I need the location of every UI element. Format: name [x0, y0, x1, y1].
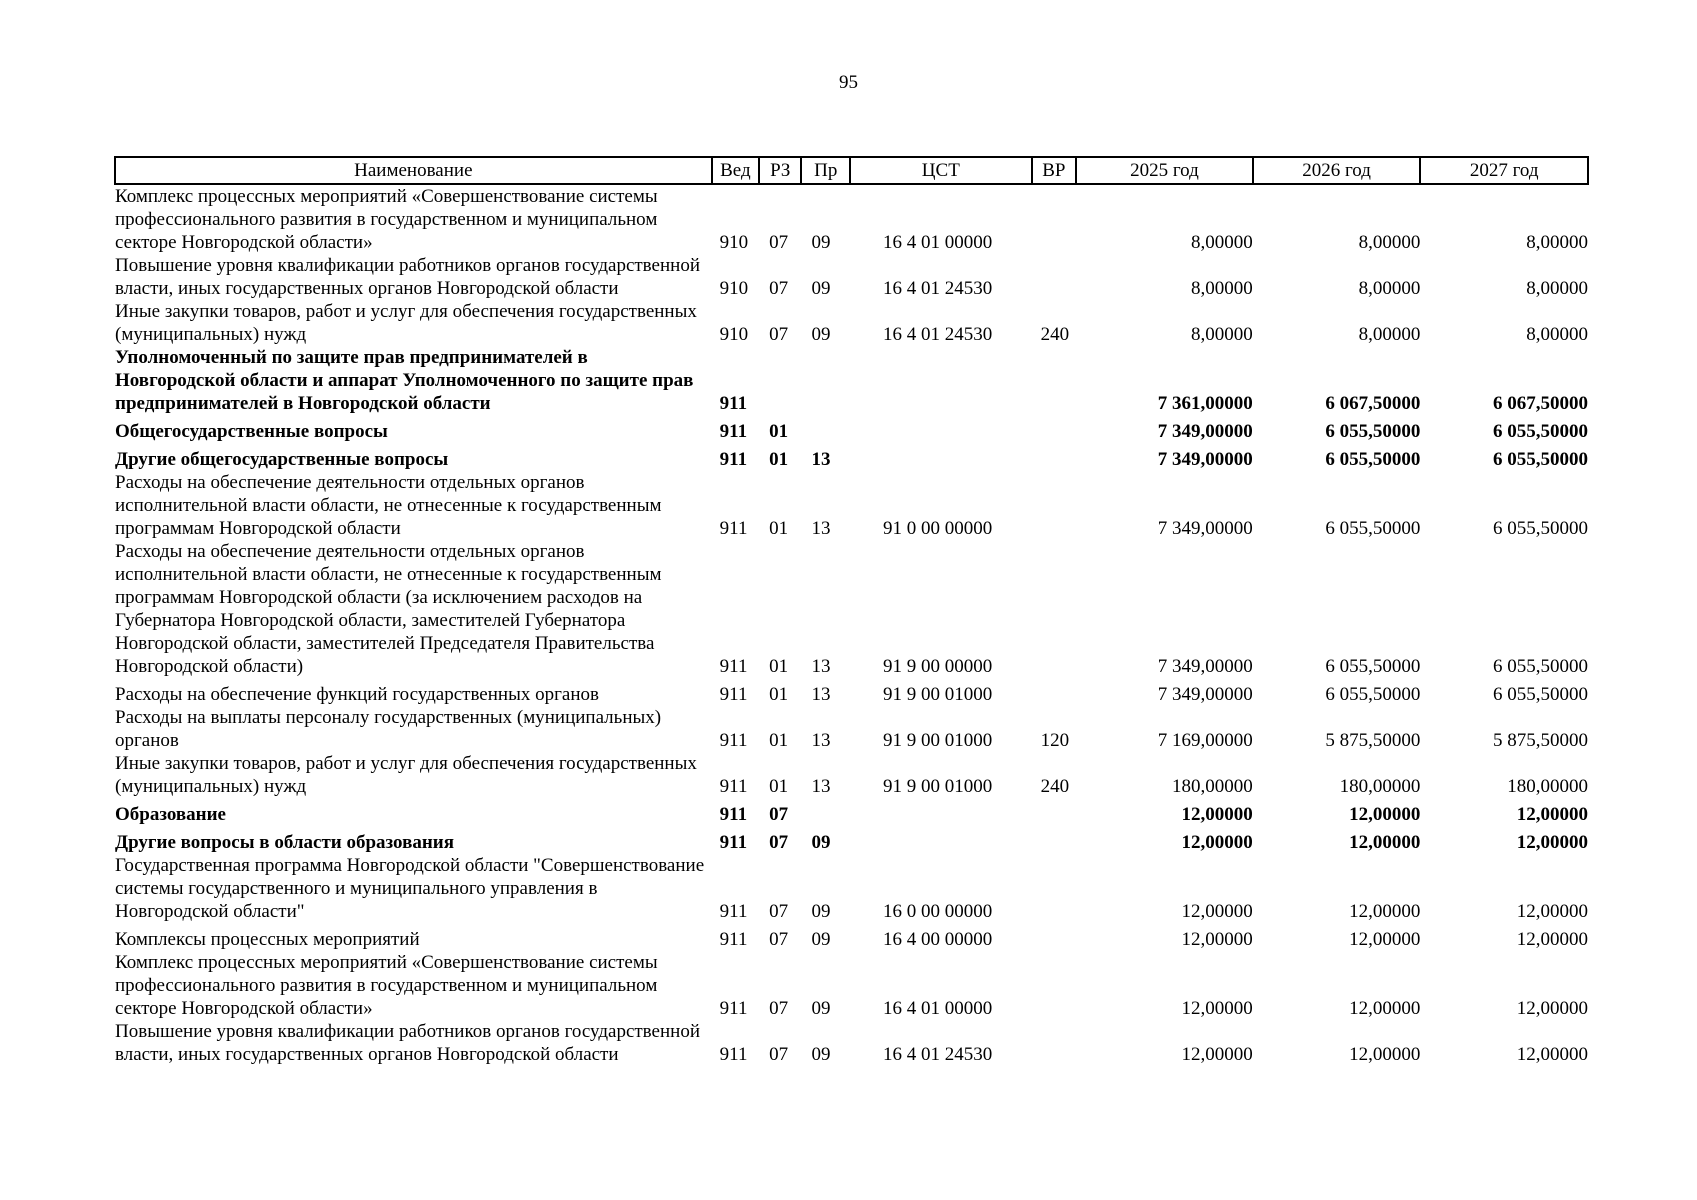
row-2027: 6 055,50000: [1493, 518, 1588, 539]
row-pr: 13: [811, 518, 831, 539]
table-row: [115, 254, 1588, 300]
table-row: [115, 300, 1588, 346]
budget-table: [114, 156, 1589, 1066]
row-name: Комплекс процессных мероприятий «Совершенствование системы профессионального развития в государственном и муниципальном секторе Новгородской области»: [115, 186, 658, 253]
row-2026: 12,00000: [1349, 901, 1421, 922]
row-2027: 12,00000: [1516, 804, 1588, 825]
row-2027: 12,00000: [1516, 832, 1588, 853]
row-ved: 911: [719, 776, 748, 797]
row-rz: 07: [769, 998, 789, 1019]
row-2025: 8,00000: [1191, 278, 1253, 299]
row-rz: 07: [769, 901, 789, 922]
row-pr: 09: [811, 832, 831, 853]
header-2026: 2026 год: [1253, 157, 1421, 184]
table-row: [115, 951, 1588, 1020]
row-2025: 7 169,00000: [1157, 730, 1253, 751]
row-pr: 09: [811, 232, 831, 253]
row-2027: 5 875,50000: [1493, 730, 1588, 751]
row-2025: 12,00000: [1181, 804, 1253, 825]
row-2025: 12,00000: [1181, 1044, 1253, 1065]
row-cst: [850, 346, 1032, 415]
row-cst: [850, 443, 1032, 471]
header-2025: 2025 год: [1076, 157, 1253, 184]
row-2027: 8,00000: [1526, 324, 1588, 345]
row-2025: 7 349,00000: [1157, 518, 1253, 539]
row-vr: [1032, 443, 1076, 471]
row-2026: 8,00000: [1358, 324, 1421, 345]
row-vr: 120: [1040, 730, 1070, 751]
row-name: Комплекс процессных мероприятий «Совершенствование системы профессионального развития в государственном и муниципальном секторе Новгородской области»: [115, 952, 658, 1019]
row-2026: 6 055,50000: [1325, 421, 1421, 442]
table-row: [115, 923, 1588, 951]
row-name: Иные закупки товаров, работ и услуг для обеспечения государственных (муниципальных) нужд: [115, 301, 697, 345]
row-2025: 7 361,00000: [1157, 393, 1253, 414]
row-name: Другие вопросы в области образования: [115, 832, 455, 853]
header-2027: 2027 год: [1420, 157, 1588, 184]
row-rz: 07: [769, 324, 789, 345]
row-vr: 240: [1040, 776, 1070, 797]
row-2026: 12,00000: [1349, 832, 1421, 853]
row-ved: 911: [719, 421, 748, 442]
row-pr: 13: [811, 684, 831, 705]
row-2026: 6 055,50000: [1325, 518, 1421, 539]
row-2027: 6 055,50000: [1493, 684, 1588, 705]
table-header: [115, 157, 1588, 184]
row-cst: 16 4 01 00000: [882, 998, 993, 1019]
row-ved: 911: [719, 518, 748, 539]
row-cst: 16 4 00 00000: [882, 929, 993, 950]
table-row: [115, 798, 1588, 826]
row-2027: 12,00000: [1516, 929, 1588, 950]
table-row: [115, 826, 1588, 854]
table-row: [115, 346, 1588, 415]
header-ved: Вед: [712, 157, 759, 184]
header-cst: ЦСТ: [850, 157, 1032, 184]
table-row: [115, 706, 1588, 752]
row-2026: 12,00000: [1349, 804, 1421, 825]
row-name: Комплексы процессных мероприятий: [115, 929, 420, 950]
row-vr: [1032, 540, 1076, 678]
row-pr: 13: [811, 730, 831, 751]
row-2026: 6 055,50000: [1325, 656, 1421, 677]
row-2027: 6 067,50000: [1493, 393, 1588, 414]
row-ved: 911: [719, 929, 748, 950]
row-ved: 911: [719, 832, 748, 853]
page-number: 95: [839, 72, 858, 93]
row-vr: [1032, 415, 1076, 443]
row-cst: 16 4 01 00000: [882, 232, 993, 253]
row-rz: 07: [769, 278, 789, 299]
row-2025: 12,00000: [1181, 929, 1253, 950]
row-vr: [1032, 923, 1076, 951]
row-2025: 7 349,00000: [1157, 656, 1253, 677]
row-2026: 6 055,50000: [1325, 449, 1421, 470]
row-vr: [1032, 854, 1076, 923]
header-name: Наименование: [115, 157, 712, 184]
table-body: [115, 184, 1588, 1066]
row-rz: 01: [769, 684, 789, 705]
row-ved: 911: [719, 730, 748, 751]
row-vr: [1032, 678, 1076, 706]
row-ved: 911: [719, 393, 748, 414]
row-pr: 09: [811, 929, 831, 950]
header-pr: Пр: [801, 157, 849, 184]
header-vr: ВР: [1032, 157, 1076, 184]
row-rz: 07: [769, 929, 789, 950]
row-name: Общегосударственные вопросы: [115, 421, 388, 442]
row-2025: 7 349,00000: [1157, 421, 1253, 442]
row-vr: [1032, 951, 1076, 1020]
row-rz: 07: [769, 804, 789, 825]
row-rz: 01: [769, 776, 789, 797]
row-cst: 16 0 00 00000: [882, 901, 993, 922]
table-row: [115, 184, 1588, 254]
row-name: Образование: [115, 804, 226, 825]
row-ved: 911: [719, 1044, 748, 1065]
row-2025: 7 349,00000: [1157, 684, 1253, 705]
row-2026: 5 875,50000: [1325, 730, 1421, 751]
row-ved: 911: [719, 684, 748, 705]
row-ved: 910: [719, 324, 749, 345]
header-rz: РЗ: [759, 157, 801, 184]
row-cst: 16 4 01 24530: [882, 1044, 993, 1065]
table-row: [115, 415, 1588, 443]
row-name: Расходы на выплаты персоналу государственных (муниципальных) органов: [115, 707, 662, 751]
row-vr: [1032, 346, 1076, 415]
row-ved: 910: [719, 232, 749, 253]
row-2025: 12,00000: [1181, 832, 1253, 853]
row-rz: 01: [769, 518, 789, 539]
row-vr: [1032, 826, 1076, 854]
row-cst: 16 4 01 24530: [882, 278, 993, 299]
row-2026: 12,00000: [1349, 929, 1421, 950]
row-rz: 07: [769, 1044, 789, 1065]
row-pr: 13: [811, 449, 831, 470]
row-2026: 8,00000: [1358, 232, 1421, 253]
row-2027: 8,00000: [1526, 232, 1588, 253]
row-pr: [801, 798, 849, 826]
row-2026: 12,00000: [1349, 998, 1421, 1019]
row-2026: 180,00000: [1339, 776, 1421, 797]
row-name: Иные закупки товаров, работ и услуг для обеспечения государственных (муниципальных) нужд: [115, 753, 697, 797]
row-2025: 12,00000: [1181, 998, 1253, 1019]
row-pr: 09: [811, 278, 831, 299]
row-rz: 01: [769, 449, 789, 470]
row-ved: 911: [719, 901, 748, 922]
row-name: Расходы на обеспечение деятельности отдельных органов исполнительной власти области, не отнесенные к государственным программам Новгородской области: [115, 472, 662, 539]
row-2025: 12,00000: [1181, 901, 1253, 922]
row-pr: [801, 415, 849, 443]
row-vr: [1032, 798, 1076, 826]
row-2027: 12,00000: [1516, 901, 1588, 922]
row-2027: 12,00000: [1516, 998, 1588, 1019]
row-name: Государственная программа Новгородской области "Совершенствование системы государственного и муниципального управления в Новгородской области": [115, 855, 705, 922]
row-ved: 911: [719, 804, 748, 825]
row-rz: 01: [769, 421, 789, 442]
row-pr: 13: [811, 656, 831, 677]
table-row: [115, 471, 1588, 540]
row-pr: 09: [811, 901, 831, 922]
row-cst: 91 0 00 00000: [882, 518, 993, 539]
row-pr: [801, 346, 849, 415]
row-pr: 13: [811, 776, 831, 797]
row-pr: 09: [811, 998, 831, 1019]
table-row: [115, 752, 1588, 798]
row-rz: 01: [769, 730, 789, 751]
row-2027: 8,00000: [1526, 278, 1588, 299]
table-row: [115, 854, 1588, 923]
row-pr: 09: [811, 1044, 831, 1065]
row-cst: [850, 415, 1032, 443]
row-cst: [850, 826, 1032, 854]
row-2025: 8,00000: [1191, 324, 1253, 345]
row-cst: 91 9 00 01000: [882, 684, 993, 705]
row-vr: 240: [1040, 324, 1070, 345]
row-name: Повышение уровня квалификации работников органов государственной власти, иных государственных органов Новгородской области: [115, 1021, 700, 1065]
table-row: [115, 540, 1588, 678]
row-cst: 91 9 00 01000: [882, 730, 993, 751]
row-cst: 91 9 00 01000: [882, 776, 993, 797]
table-row: [115, 678, 1588, 706]
row-2025: 180,00000: [1172, 776, 1253, 797]
row-name: Другие общегосударственные вопросы: [115, 449, 449, 470]
row-vr: [1032, 471, 1076, 540]
row-2025: 7 349,00000: [1157, 449, 1253, 470]
row-name: Расходы на обеспечение функций государственных органов: [115, 684, 599, 705]
row-cst: [850, 798, 1032, 826]
row-pr: 09: [811, 324, 831, 345]
row-rz: 01: [769, 656, 789, 677]
row-cst: 91 9 00 00000: [882, 656, 993, 677]
row-2026: 6 055,50000: [1325, 684, 1421, 705]
row-rz: 07: [769, 232, 789, 253]
row-vr: [1032, 254, 1076, 300]
row-2025: 8,00000: [1191, 232, 1253, 253]
row-ved: 911: [719, 656, 748, 677]
row-ved: 911: [719, 449, 748, 470]
row-2026: 6 067,50000: [1325, 393, 1421, 414]
row-name: Повышение уровня квалификации работников органов государственной власти, иных государственных органов Новгородской области: [115, 255, 700, 299]
row-vr: [1032, 1020, 1076, 1066]
row-name: Уполномоченный по защите прав предпринимателей в Новгородской области и аппарат Уполномоченного по защите прав предпринимателей в Новгородской области: [115, 347, 694, 414]
table-row: [115, 443, 1588, 471]
row-2027: 6 055,50000: [1493, 656, 1588, 677]
row-2026: 12,00000: [1349, 1044, 1421, 1065]
row-vr: [1032, 184, 1076, 254]
row-2027: 6 055,50000: [1493, 449, 1588, 470]
row-2027: 12,00000: [1516, 1044, 1588, 1065]
table-row: [115, 1020, 1588, 1066]
row-rz: 07: [769, 832, 789, 853]
row-2026: 8,00000: [1358, 278, 1421, 299]
row-cst: 16 4 01 24530: [882, 324, 993, 345]
row-ved: 911: [719, 998, 748, 1019]
row-name: Расходы на обеспечение деятельности отдельных органов исполнительной власти области, не отнесенные к государственным программам Новгородской области (за исключением расходов на Губернатора Новгородской области, заместителей Губернатора Новгородской области, заместителей Председателя Правительства Новгородской области): [115, 541, 662, 677]
row-2027: 180,00000: [1507, 776, 1588, 797]
row-2027: 6 055,50000: [1493, 421, 1588, 442]
row-rz: [759, 346, 801, 415]
row-ved: 910: [719, 278, 749, 299]
